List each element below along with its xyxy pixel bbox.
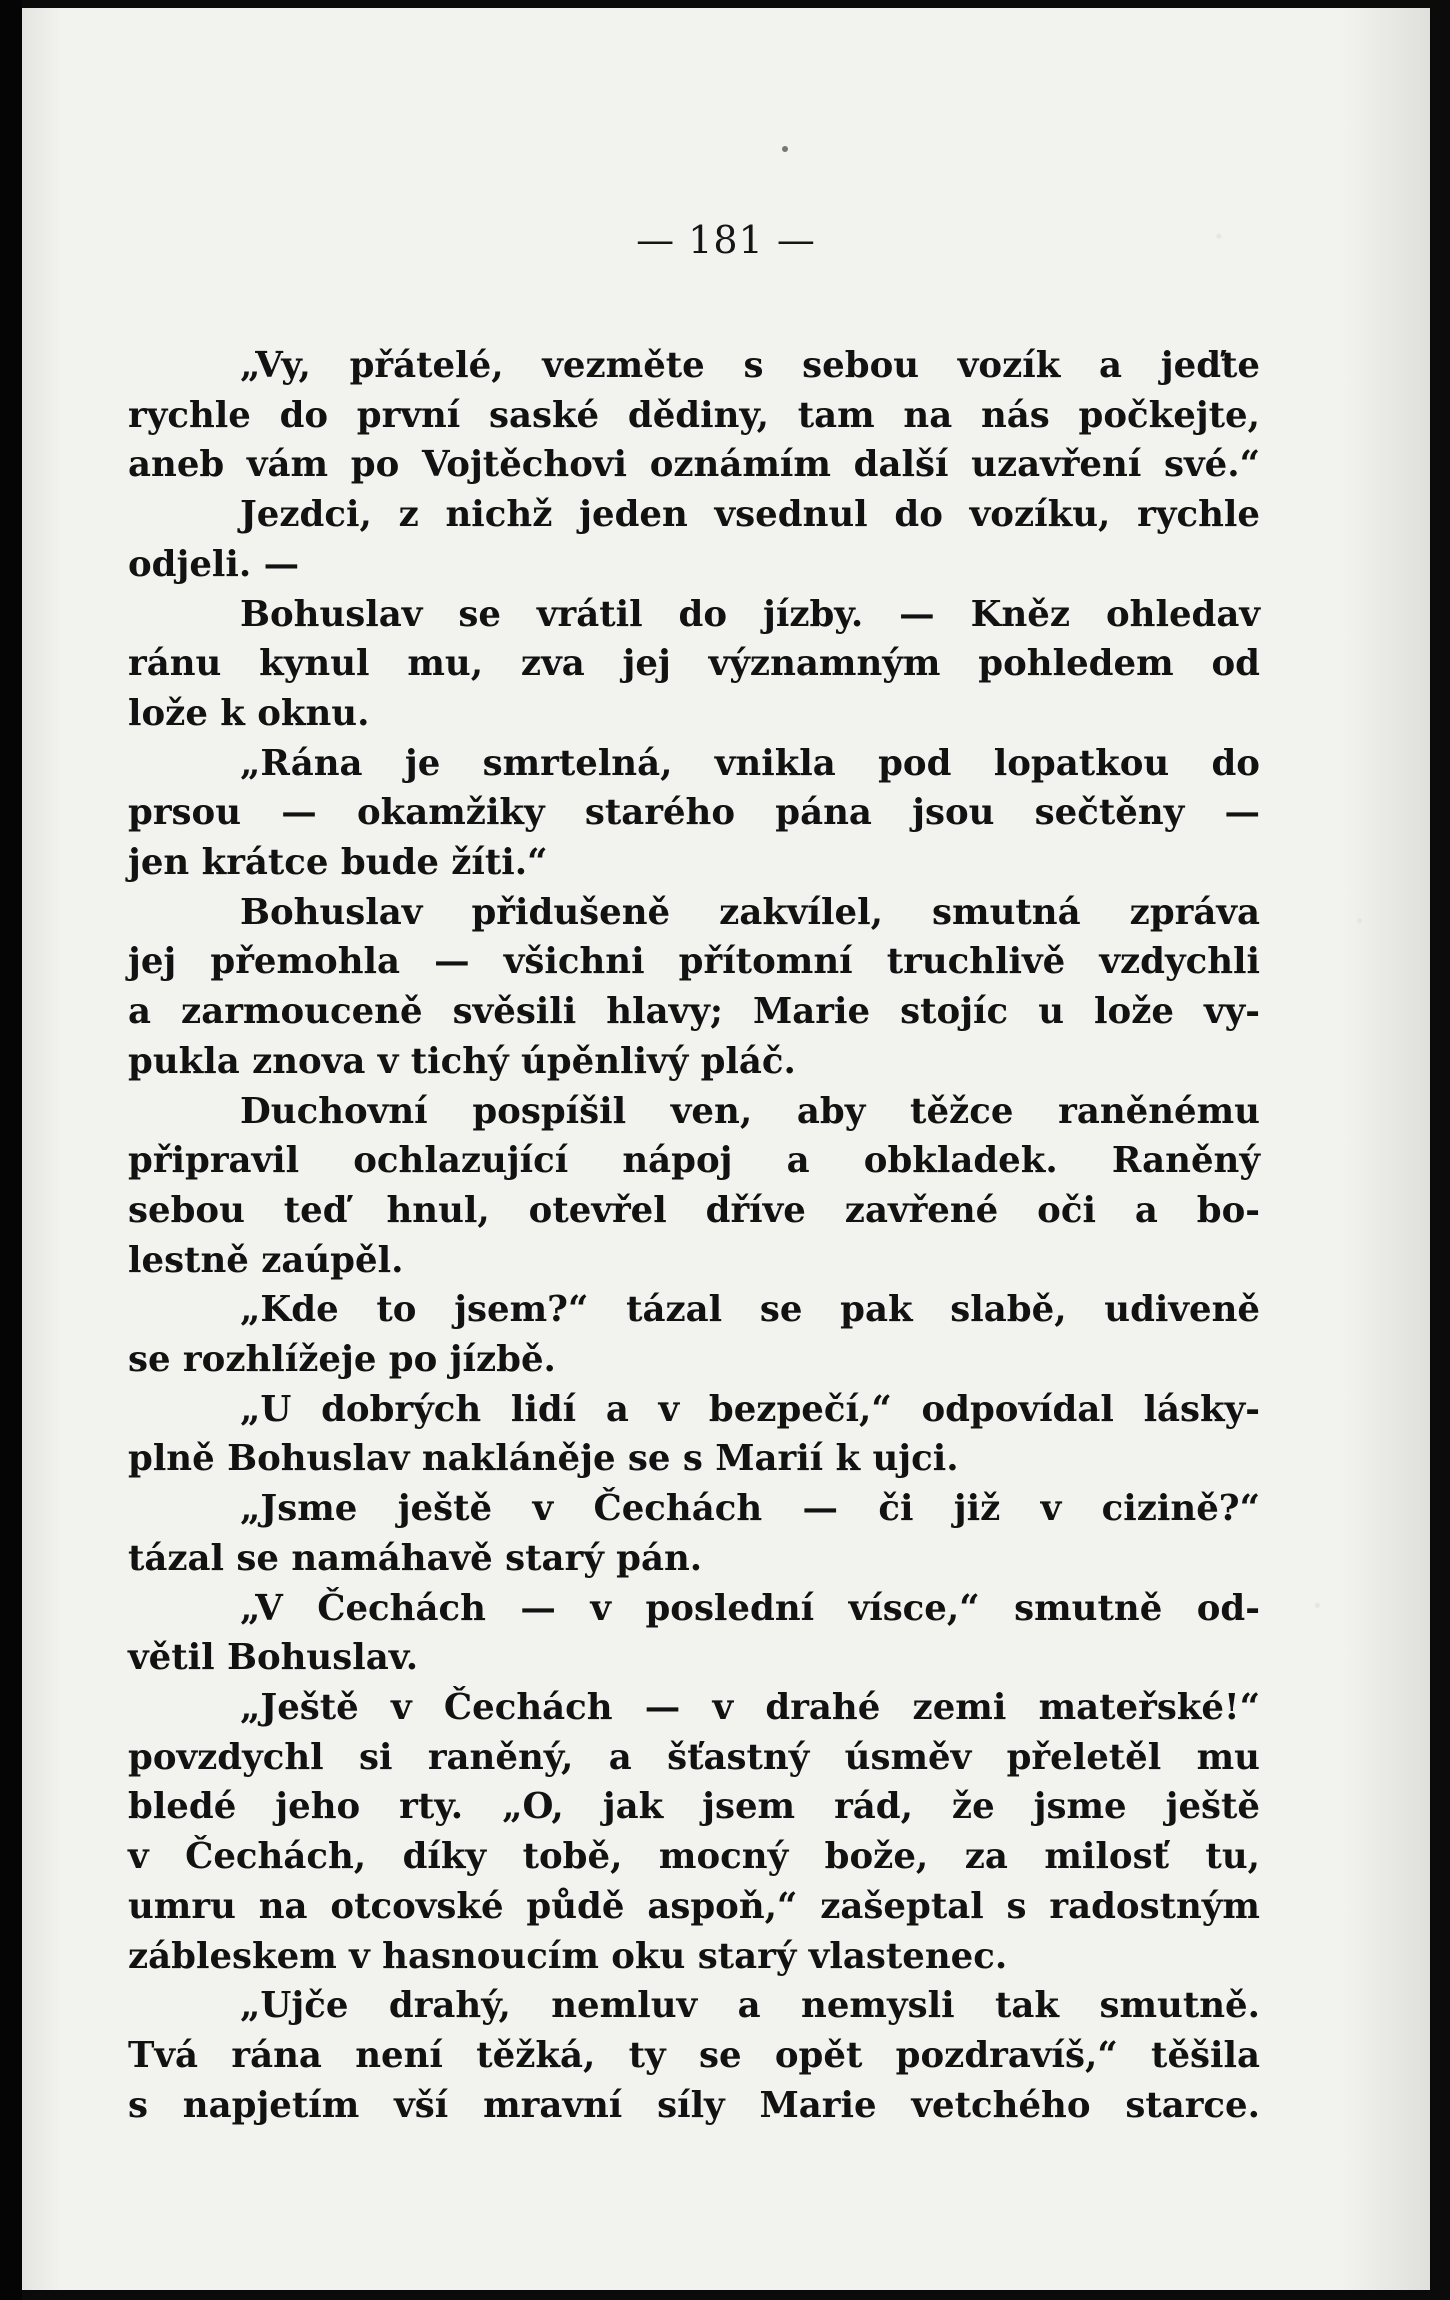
text-line: s napjetím vší mravní síly Marie vetchého starce. bbox=[128, 2084, 1260, 2126]
text-line: jej přemohla — všichni přítomní truchlivě vzdychli bbox=[128, 941, 1260, 983]
text-line: Bohuslav se vrátil do jízby. — Kněz ohledav bbox=[240, 593, 1260, 635]
text-line: pukla znova v tichý úpěnlivý pláč. bbox=[128, 1040, 796, 1082]
text-line: lože k oknu. bbox=[128, 692, 370, 734]
print-speck bbox=[782, 146, 788, 152]
text-line: „U dobrých lidí a v bezpečí,“ odpovídal lásky- bbox=[240, 1388, 1260, 1430]
text-line: „Kde to jsem?“ tázal se pak slabě, udiveně bbox=[240, 1289, 1260, 1331]
text-line: tázal se namáhavě starý pán. bbox=[128, 1537, 703, 1579]
text-line: se rozhlížeje po jízbě. bbox=[128, 1339, 556, 1381]
text-line: plně Bohuslav nakláněje se s Marií k ujci. bbox=[128, 1438, 959, 1480]
text-line: Bohuslav přidušeně zakvílel, smutná zpráva bbox=[240, 891, 1260, 933]
text-line: povzdychl si raněný, a šťastný úsměv přeletěl mu bbox=[128, 1736, 1260, 1778]
text-line: Duchovní pospíšil ven, aby těžce raněnému bbox=[240, 1090, 1260, 1132]
text-line: sebou teď hnul, otevřel dříve zavřené oči a bo- bbox=[128, 1189, 1260, 1231]
text-line: bledé jeho rty. „O, jak jsem rád, že jsme ještě bbox=[128, 1786, 1260, 1828]
text-line: prsou — okamžiky starého pána jsou sečtěny — bbox=[128, 792, 1260, 834]
text-line: „Jsme ještě v Čechách — či již v cizině?“ bbox=[240, 1488, 1260, 1530]
text-line: Tvá rána není těžká, ty se opět pozdravíš,“ těšila bbox=[128, 2034, 1260, 2076]
text-line: Jezdci, z nichž jeden vsednul do vozíku, rychle bbox=[240, 494, 1260, 536]
body-text bbox=[128, 341, 1260, 2130]
text-line: „Ještě v Čechách — v drahé zemi mateřské!“ bbox=[240, 1686, 1260, 1728]
text-line: rychle do první saské dědiny, tam na nás počkejte, bbox=[128, 394, 1260, 436]
text-line: ránu kynul mu, zva jej významným pohledem od bbox=[128, 643, 1260, 685]
text-line: jen krátce bude žíti.“ bbox=[128, 842, 548, 884]
book-page bbox=[22, 8, 1430, 2290]
text-line: připravil ochlazující nápoj a obkladek. Raněný bbox=[128, 1140, 1260, 1182]
scan-border bbox=[0, 0, 22, 2300]
text-line: zábleskem v hasnoucím oku starý vlastenec. bbox=[128, 1935, 1008, 1977]
text-line: větil Bohuslav. bbox=[128, 1637, 419, 1679]
page-number: — 181 — bbox=[636, 218, 816, 262]
text-line: „V Čechách — v poslední vísce,“ smutně od- bbox=[240, 1587, 1260, 1629]
text-line: odjeli. — bbox=[128, 543, 300, 585]
text-line: v Čechách, díky tobě, mocný bože, za milosť tu, bbox=[128, 1836, 1260, 1878]
text-line: „Ujče drahý, nemluv a nemysli tak smutně. bbox=[240, 1985, 1260, 2027]
text-line: a zarmouceně svěsili hlavy; Marie stojíc u lože vy- bbox=[128, 991, 1260, 1033]
text-line: aneb vám po Vojtěchovi oznámím další uzavření své.“ bbox=[128, 444, 1260, 486]
text-line: „Rána je smrtelná, vnikla pod lopatkou do bbox=[240, 742, 1260, 784]
text-line: umru na otcovské půdě aspoň,“ zašeptal s radostným bbox=[128, 1885, 1260, 1927]
text-line: „Vy, přátelé, vezměte s sebou vozík a jeďte bbox=[240, 345, 1260, 386]
text-line: lestně zaúpěl. bbox=[128, 1239, 404, 1281]
